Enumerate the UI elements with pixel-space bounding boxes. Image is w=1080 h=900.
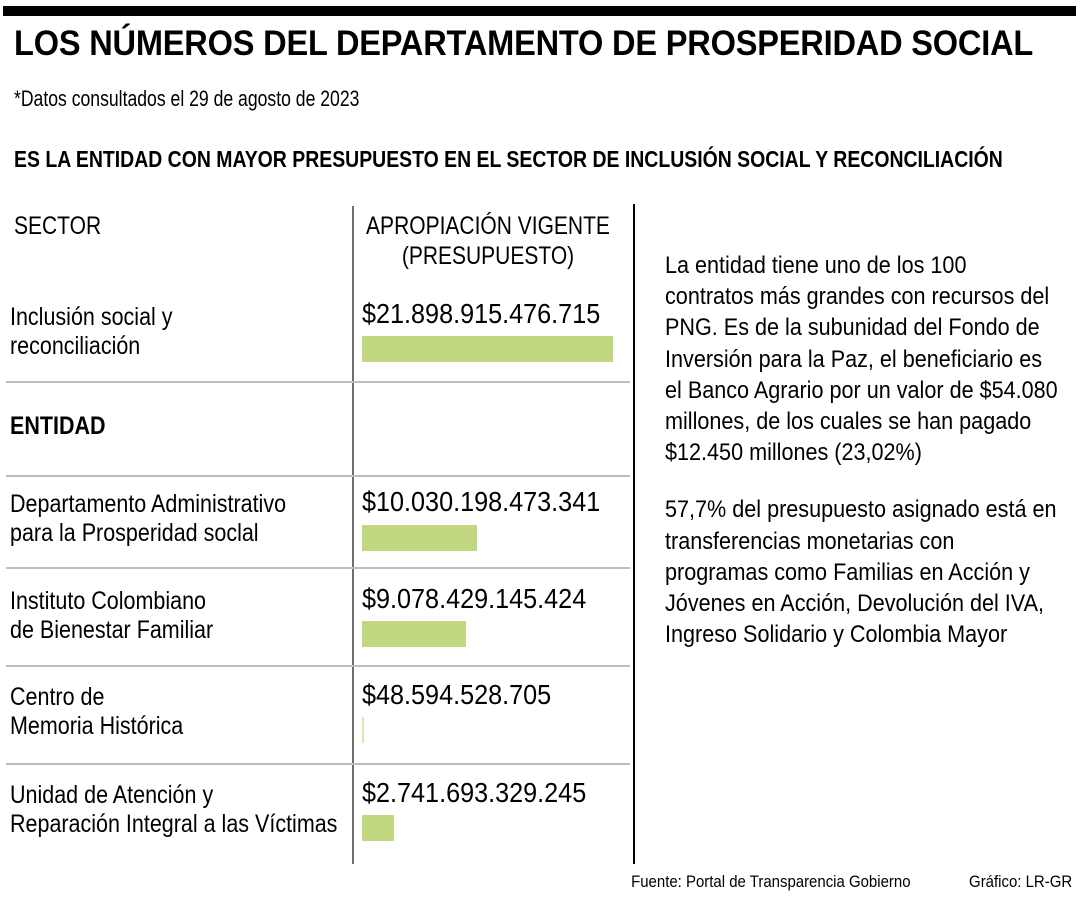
page-title: LOS NÚMEROS DEL DEPARTAMENTO DE PROSPERIDAD SOCIAL xyxy=(14,24,1034,63)
column-header-appropriation-line1: APROPIACIÓN VIGENTE xyxy=(366,212,610,240)
side-note-paragraph-2: 57,7% del presupuesto asignado está en transferencias monetarias con programas como Familias en Acción y Jóvenes en Acción, Devolución del IVA, Ingreso Solidario y Colombia Mayor xyxy=(665,496,1057,649)
footer-credit: Gráfico: LR-GR xyxy=(968,872,1072,891)
row-separator xyxy=(6,381,630,383)
row-separator xyxy=(6,567,630,569)
side-notes-panel xyxy=(665,250,1065,676)
table-row-2-name-line1: Instituto Colombiano xyxy=(10,587,206,615)
side-note-paragraph-1: La entidad tiene uno de los 100 contratos más grandes con recursos del PNG. Es de la subunidad del Fondo de Inversión para la Paz, el beneficiario es el Banco Agrario por un valor de $54.080 millones, de los cuales se han pagado $12.450 millones (23,02%) xyxy=(665,252,1058,467)
top-rule xyxy=(3,6,1076,16)
row-separator xyxy=(6,475,630,477)
table-row-3-bar xyxy=(362,717,364,743)
column-header-appropriation-line2: (PRESUPUESTO) xyxy=(401,242,575,270)
table-row-1-name-line1: Departamento Administrativo xyxy=(10,490,287,518)
table-row-4-name-line2: Reparación Integral a las Víctimas xyxy=(10,810,338,838)
table-row-4-name-line1: Unidad de Atención y xyxy=(10,781,214,809)
table-row-4-amount: $2.741.693.329.245 xyxy=(362,777,587,808)
sector-row-name-line1: Inclusión social y xyxy=(10,303,173,331)
column-header-sector: SECTOR xyxy=(14,212,102,240)
footer xyxy=(0,872,1078,892)
subheader-entidad: ENTIDAD xyxy=(10,412,106,440)
budget-table xyxy=(0,200,636,870)
table-row-2-bar xyxy=(362,621,466,647)
footer-source: Fuente: Portal de Transparencia Gobierno xyxy=(631,872,911,891)
consultation-date-note: *Datos consultados el 29 de agosto de 2023 xyxy=(14,86,360,111)
kicker-headline: ES LA ENTIDAD CON MAYOR PRESUPUESTO EN EL SECTOR DE INCLUSIÓN SOCIAL Y RECONCILIACIÓN xyxy=(14,146,1003,172)
table-row-2-amount: $9.078.429.145.424 xyxy=(362,583,587,614)
table-row-4-bar xyxy=(362,815,394,841)
table-row-3-name-line2: Memoria Histórica xyxy=(10,712,184,740)
row-separator xyxy=(6,763,630,765)
sector-row-name-line2: reconciliación xyxy=(10,332,141,360)
sector-row-bar xyxy=(362,336,613,362)
column-divider xyxy=(352,206,354,864)
table-row-2-name-line2: de Bienestar Familiar xyxy=(10,616,214,644)
table-row-3-name-line1: Centro de xyxy=(10,683,105,711)
table-row-1-bar xyxy=(362,525,477,551)
row-separator xyxy=(6,665,630,667)
table-row-3-amount: $48.594.528.705 xyxy=(362,679,552,710)
table-row-1-name-line2: para la Prosperidad soclal xyxy=(10,519,259,547)
panel-divider xyxy=(633,204,635,864)
sector-row-amount: $21.898.915.476.715 xyxy=(362,298,601,329)
table-row-1-amount: $10.030.198.473.341 xyxy=(362,486,601,517)
